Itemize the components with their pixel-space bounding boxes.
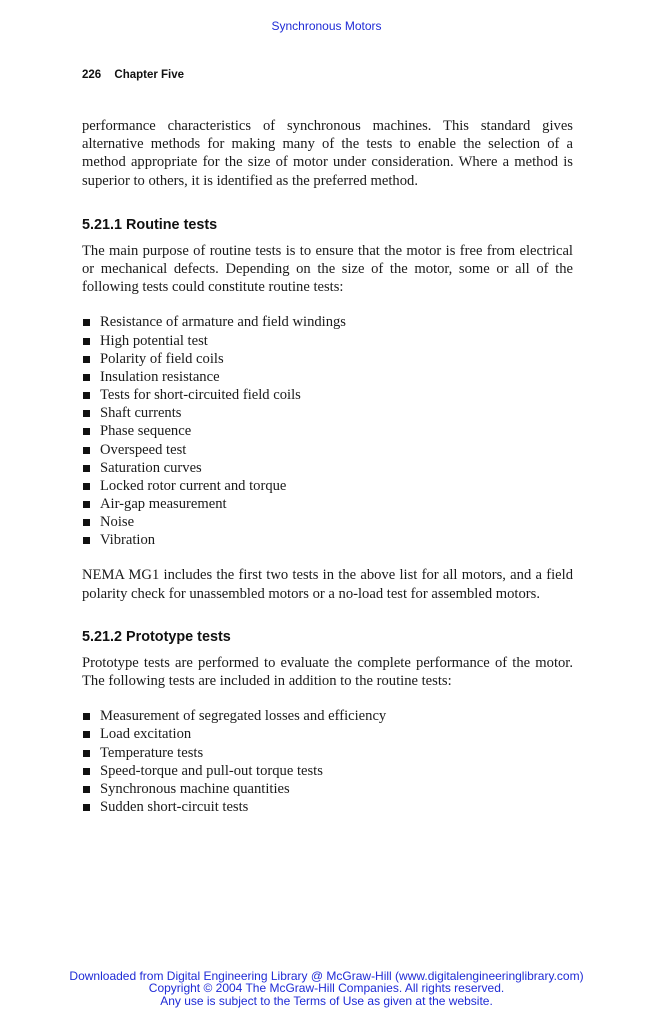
section-heading-prototype-tests: 5.21.2 Prototype tests bbox=[82, 628, 231, 645]
prototype-tests-list bbox=[82, 707, 573, 816]
section-heading-routine-tests: 5.21.1 Routine tests bbox=[82, 216, 218, 233]
footer-copyright: Copyright © 2004 The McGraw-Hill Companies. All rights reserved. bbox=[148, 981, 505, 996]
list-item: Shaft currents bbox=[82, 404, 573, 422]
page-number: 226 bbox=[82, 69, 102, 81]
list-item: Measurement of segregated losses and efficiency bbox=[82, 707, 573, 725]
list-item: High potential test bbox=[82, 332, 573, 350]
top-chapter-link[interactable]: Synchronous Motors bbox=[271, 19, 382, 33]
running-head bbox=[82, 69, 184, 81]
routine-tests-list bbox=[82, 313, 573, 549]
list-item: Temperature tests bbox=[82, 744, 573, 762]
opening-paragraph: performance characteristics of synchronous machines. This standard gives alternative methods for making many of the tests to enable the selection of a method appropriate for the size of motor under consideration. Where a method is superior to others, it is identified as the preferred method. bbox=[82, 118, 573, 189]
list-item: Air-gap measurement bbox=[82, 495, 573, 513]
list-item: Synchronous machine quantities bbox=[82, 780, 573, 798]
list-item: Tests for short-circuited field coils bbox=[82, 386, 573, 404]
list-item: Phase sequence bbox=[82, 422, 573, 440]
list-item: Locked rotor current and torque bbox=[82, 477, 573, 495]
list-item: Speed-torque and pull-out torque tests bbox=[82, 762, 573, 780]
chapter-title: Chapter Five bbox=[114, 69, 185, 81]
footer-download-link[interactable]: Downloaded from Digital Engineering Library @ McGraw-Hill (www.digitalengineeringlibrary.com) bbox=[69, 969, 584, 983]
page-content bbox=[82, 117, 573, 833]
list-item: Vibration bbox=[82, 531, 573, 549]
list-item: Load excitation bbox=[82, 725, 573, 743]
list-item: Overspeed test bbox=[82, 441, 573, 459]
prototype-tests-intro: Prototype tests are performed to evaluate the complete performance of the motor. The following tests are included in addition to the routine tests: bbox=[82, 654, 573, 690]
footer-terms-link[interactable]: Any use is subject to the Terms of Use as given at the website. bbox=[160, 993, 493, 1008]
routine-tests-intro: The main purpose of routine tests is to ensure that the motor is free from electrical or mechanical defects. Depending on the size of the motor, some or all of the following tests could constitute routine tests: bbox=[82, 242, 573, 296]
download-footer bbox=[0, 970, 653, 1007]
list-item: Sudden short-circuit tests bbox=[82, 798, 573, 816]
nema-paragraph: NEMA MG1 includes the first two tests in the above list for all motors, and a field polarity check for unassembled motors or a no-load test for assembled motors. bbox=[82, 567, 573, 602]
list-item: Insulation resistance bbox=[82, 368, 573, 386]
list-item: Saturation curves bbox=[82, 459, 573, 477]
list-item: Polarity of field coils bbox=[82, 350, 573, 368]
list-item: Noise bbox=[82, 513, 573, 531]
list-item: Resistance of armature and field windings bbox=[82, 313, 573, 331]
